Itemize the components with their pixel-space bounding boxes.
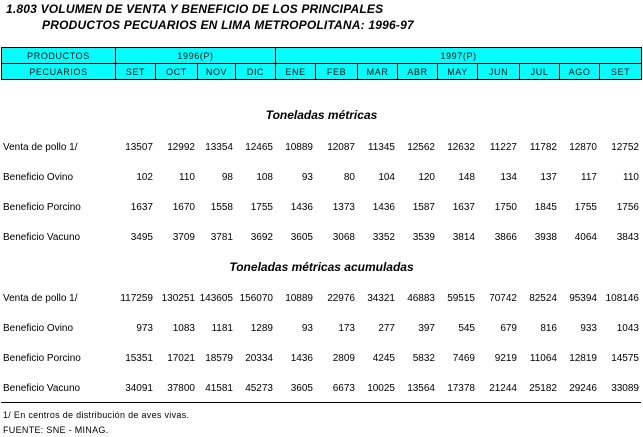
table-cell: 93 [301, 322, 313, 334]
table-cell: 1083 [172, 322, 195, 334]
header-month: JUL [520, 64, 560, 80]
header-month: DIC [236, 64, 276, 80]
table-cell: 1637 [452, 201, 475, 213]
table-row [1, 373, 641, 403]
row-label: Beneficio Vacuno [3, 382, 81, 394]
table-cell: 3938 [534, 231, 557, 243]
table-cell: 98 [221, 171, 233, 183]
table-cell: 1558 [210, 201, 233, 213]
table-cell: 70742 [489, 292, 517, 304]
table-cell: 1436 [372, 201, 395, 213]
table-cell: 108 [256, 171, 273, 183]
table-cell: 80 [343, 171, 355, 183]
table-cell: 9219 [494, 352, 517, 364]
table-cell: 93 [301, 171, 313, 183]
header-month: NOV [198, 64, 236, 80]
table-cell: 102 [136, 171, 153, 183]
table-cell: 110 [179, 171, 195, 183]
header-grid [1, 47, 642, 80]
table-cell: 12752 [611, 141, 639, 153]
table-cell: 1670 [172, 201, 195, 213]
row-label: Beneficio Ovino [3, 322, 74, 334]
table-cell: 11064 [529, 352, 557, 364]
header-productos: PRODUCTOS [2, 48, 116, 64]
table-cell: 3352 [372, 231, 395, 243]
table-row [1, 283, 641, 313]
table-cell: 11227 [489, 141, 517, 153]
table-cell: 4245 [372, 352, 395, 364]
table-cell: 59515 [447, 292, 475, 304]
row-label: Venta de pollo 1/ [3, 141, 78, 153]
table-cell: 12087 [327, 141, 355, 153]
table-cell: 3781 [210, 231, 233, 243]
header-year-1996: 1996(P) [116, 48, 276, 64]
table-cell: 933 [580, 322, 597, 334]
table-cell: 25182 [529, 382, 557, 394]
table-cell: 4064 [574, 231, 597, 243]
table-cell: 397 [418, 322, 435, 334]
table-cell: 5832 [412, 352, 435, 364]
table-cell: 10889 [285, 141, 313, 153]
row-label: Beneficio Ovino [3, 171, 74, 183]
table-cell: 110 [623, 171, 639, 183]
table-cell: 1587 [412, 201, 435, 213]
table-cell: 12992 [167, 141, 195, 153]
header-year-1997: 1997(P) [276, 48, 642, 64]
table-cell: 1043 [616, 322, 639, 334]
header-month: JUN [478, 64, 520, 80]
data-table-tm-acumuladas [1, 283, 641, 403]
table-cell: 13564 [407, 382, 435, 394]
table-cell: 1436 [290, 352, 313, 364]
table-cell: 34321 [367, 292, 395, 304]
table-cell: 2809 [332, 352, 355, 364]
header-month: ABR [398, 64, 438, 80]
header-month: AGO [560, 64, 600, 80]
table-cell: 3539 [412, 231, 435, 243]
header-month: FEB [316, 64, 358, 80]
table-cell: 545 [458, 322, 475, 334]
table-cell: 130251 [161, 292, 195, 304]
table-cell: 1289 [250, 322, 273, 334]
table-row [1, 343, 641, 373]
table-cell: 1756 [616, 201, 639, 213]
table-cell: 10889 [285, 292, 313, 304]
table-cell: 14575 [611, 352, 639, 364]
header-month: SET [116, 64, 156, 80]
table-row [1, 162, 641, 192]
header-pecuarios: PECUARIOS [2, 64, 116, 80]
table-cell: 1750 [494, 201, 517, 213]
table-cell: 17378 [447, 382, 475, 394]
header-month: SET [600, 64, 642, 80]
table-cell: 3843 [616, 231, 639, 243]
table-row [1, 313, 641, 343]
table-cell: 3709 [172, 231, 195, 243]
header-month: ENE [276, 64, 316, 80]
table-cell: 3068 [332, 231, 355, 243]
data-table-tm [1, 132, 641, 252]
table-cell: 11782 [529, 141, 557, 153]
row-label: Beneficio Porcino [3, 352, 81, 364]
table-cell: 18579 [205, 352, 233, 364]
table-cell: 11345 [367, 141, 395, 153]
table-title-line-2: PRODUCTOS PECUARIOS EN LIMA METROPOLITANA: 1996-97 [42, 18, 414, 32]
table-cell: 1755 [574, 201, 597, 213]
section-title-tm-acumuladas: Toneladas métricas acumuladas [229, 260, 414, 274]
table-cell: 33089 [611, 382, 639, 394]
table-row [1, 222, 641, 252]
table-cell: 82524 [529, 292, 557, 304]
table-cell: 816 [540, 322, 557, 334]
table-cell: 37800 [167, 382, 195, 394]
table-cell: 13354 [205, 141, 233, 153]
table-cell: 3495 [130, 231, 153, 243]
table-cell: 21244 [489, 382, 517, 394]
table-cell: 12819 [569, 352, 597, 364]
table-cell: 95394 [569, 292, 597, 304]
table-cell: 7469 [452, 352, 475, 364]
header-month: MAR [358, 64, 398, 80]
table-cell: 29246 [569, 382, 597, 394]
table-cell: 173 [338, 322, 355, 334]
table-row [1, 132, 641, 162]
table-cell: 1637 [130, 201, 153, 213]
table-cell: 1181 [211, 322, 233, 334]
table-cell: 3866 [494, 231, 517, 243]
table-cell: 13507 [125, 141, 153, 153]
table-cell: 12465 [245, 141, 273, 153]
table-cell: 12562 [407, 141, 435, 153]
table-cell: 15351 [125, 352, 153, 364]
table-cell: 6673 [332, 382, 355, 394]
section-title-tm: Toneladas métricas [265, 108, 378, 122]
table-cell: 120 [418, 171, 435, 183]
table-cell: 1845 [534, 201, 557, 213]
table-cell: 134 [500, 171, 517, 183]
table-cell: 17021 [167, 352, 195, 364]
table-cell: 22976 [327, 292, 355, 304]
table-cell: 34091 [125, 382, 153, 394]
table-cell: 46883 [407, 292, 435, 304]
table-cell: 108146 [605, 292, 639, 304]
footer-divider [1, 402, 641, 403]
table-cell: 3605 [290, 382, 313, 394]
table-cell: 3814 [452, 231, 475, 243]
row-label: Beneficio Porcino [3, 201, 81, 213]
table-cell: 45273 [245, 382, 273, 394]
table-cell: 1436 [290, 201, 313, 213]
table-cell: 1755 [250, 201, 273, 213]
table-cell: 104 [378, 171, 395, 183]
table-cell: 973 [136, 322, 153, 334]
table-cell: 137 [540, 171, 557, 183]
table-cell: 679 [500, 322, 517, 334]
table-cell: 20334 [245, 352, 273, 364]
row-label: Beneficio Vacuno [3, 231, 81, 243]
table-row [1, 192, 641, 222]
table-cell: 277 [378, 322, 395, 334]
table-cell: 12632 [447, 141, 475, 153]
table-cell: 156070 [239, 292, 273, 304]
table-cell: 148 [458, 171, 475, 183]
table-cell: 41581 [205, 382, 233, 394]
row-label: Venta de pollo 1/ [3, 292, 78, 304]
table-cell: 117 [581, 171, 597, 183]
source-note: FUENTE: SNE - MINAG. [3, 425, 109, 435]
table-cell: 10025 [367, 382, 395, 394]
table-cell: 12870 [569, 141, 597, 153]
table-cell: 1373 [332, 201, 355, 213]
header-month: OCT [156, 64, 198, 80]
table-cell: 3692 [250, 231, 273, 243]
table-title-line-1: 1.803 VOLUMEN DE VENTA Y BENEFICIO DE LOS PRINCIPALES [6, 2, 384, 16]
table-cell: 3605 [290, 231, 313, 243]
table-cell: 117259 [120, 292, 153, 304]
table-cell: 143605 [199, 292, 233, 304]
footnote: 1/ En centros de distribución de aves vivas. [3, 410, 190, 420]
header-month: MAY [438, 64, 478, 80]
